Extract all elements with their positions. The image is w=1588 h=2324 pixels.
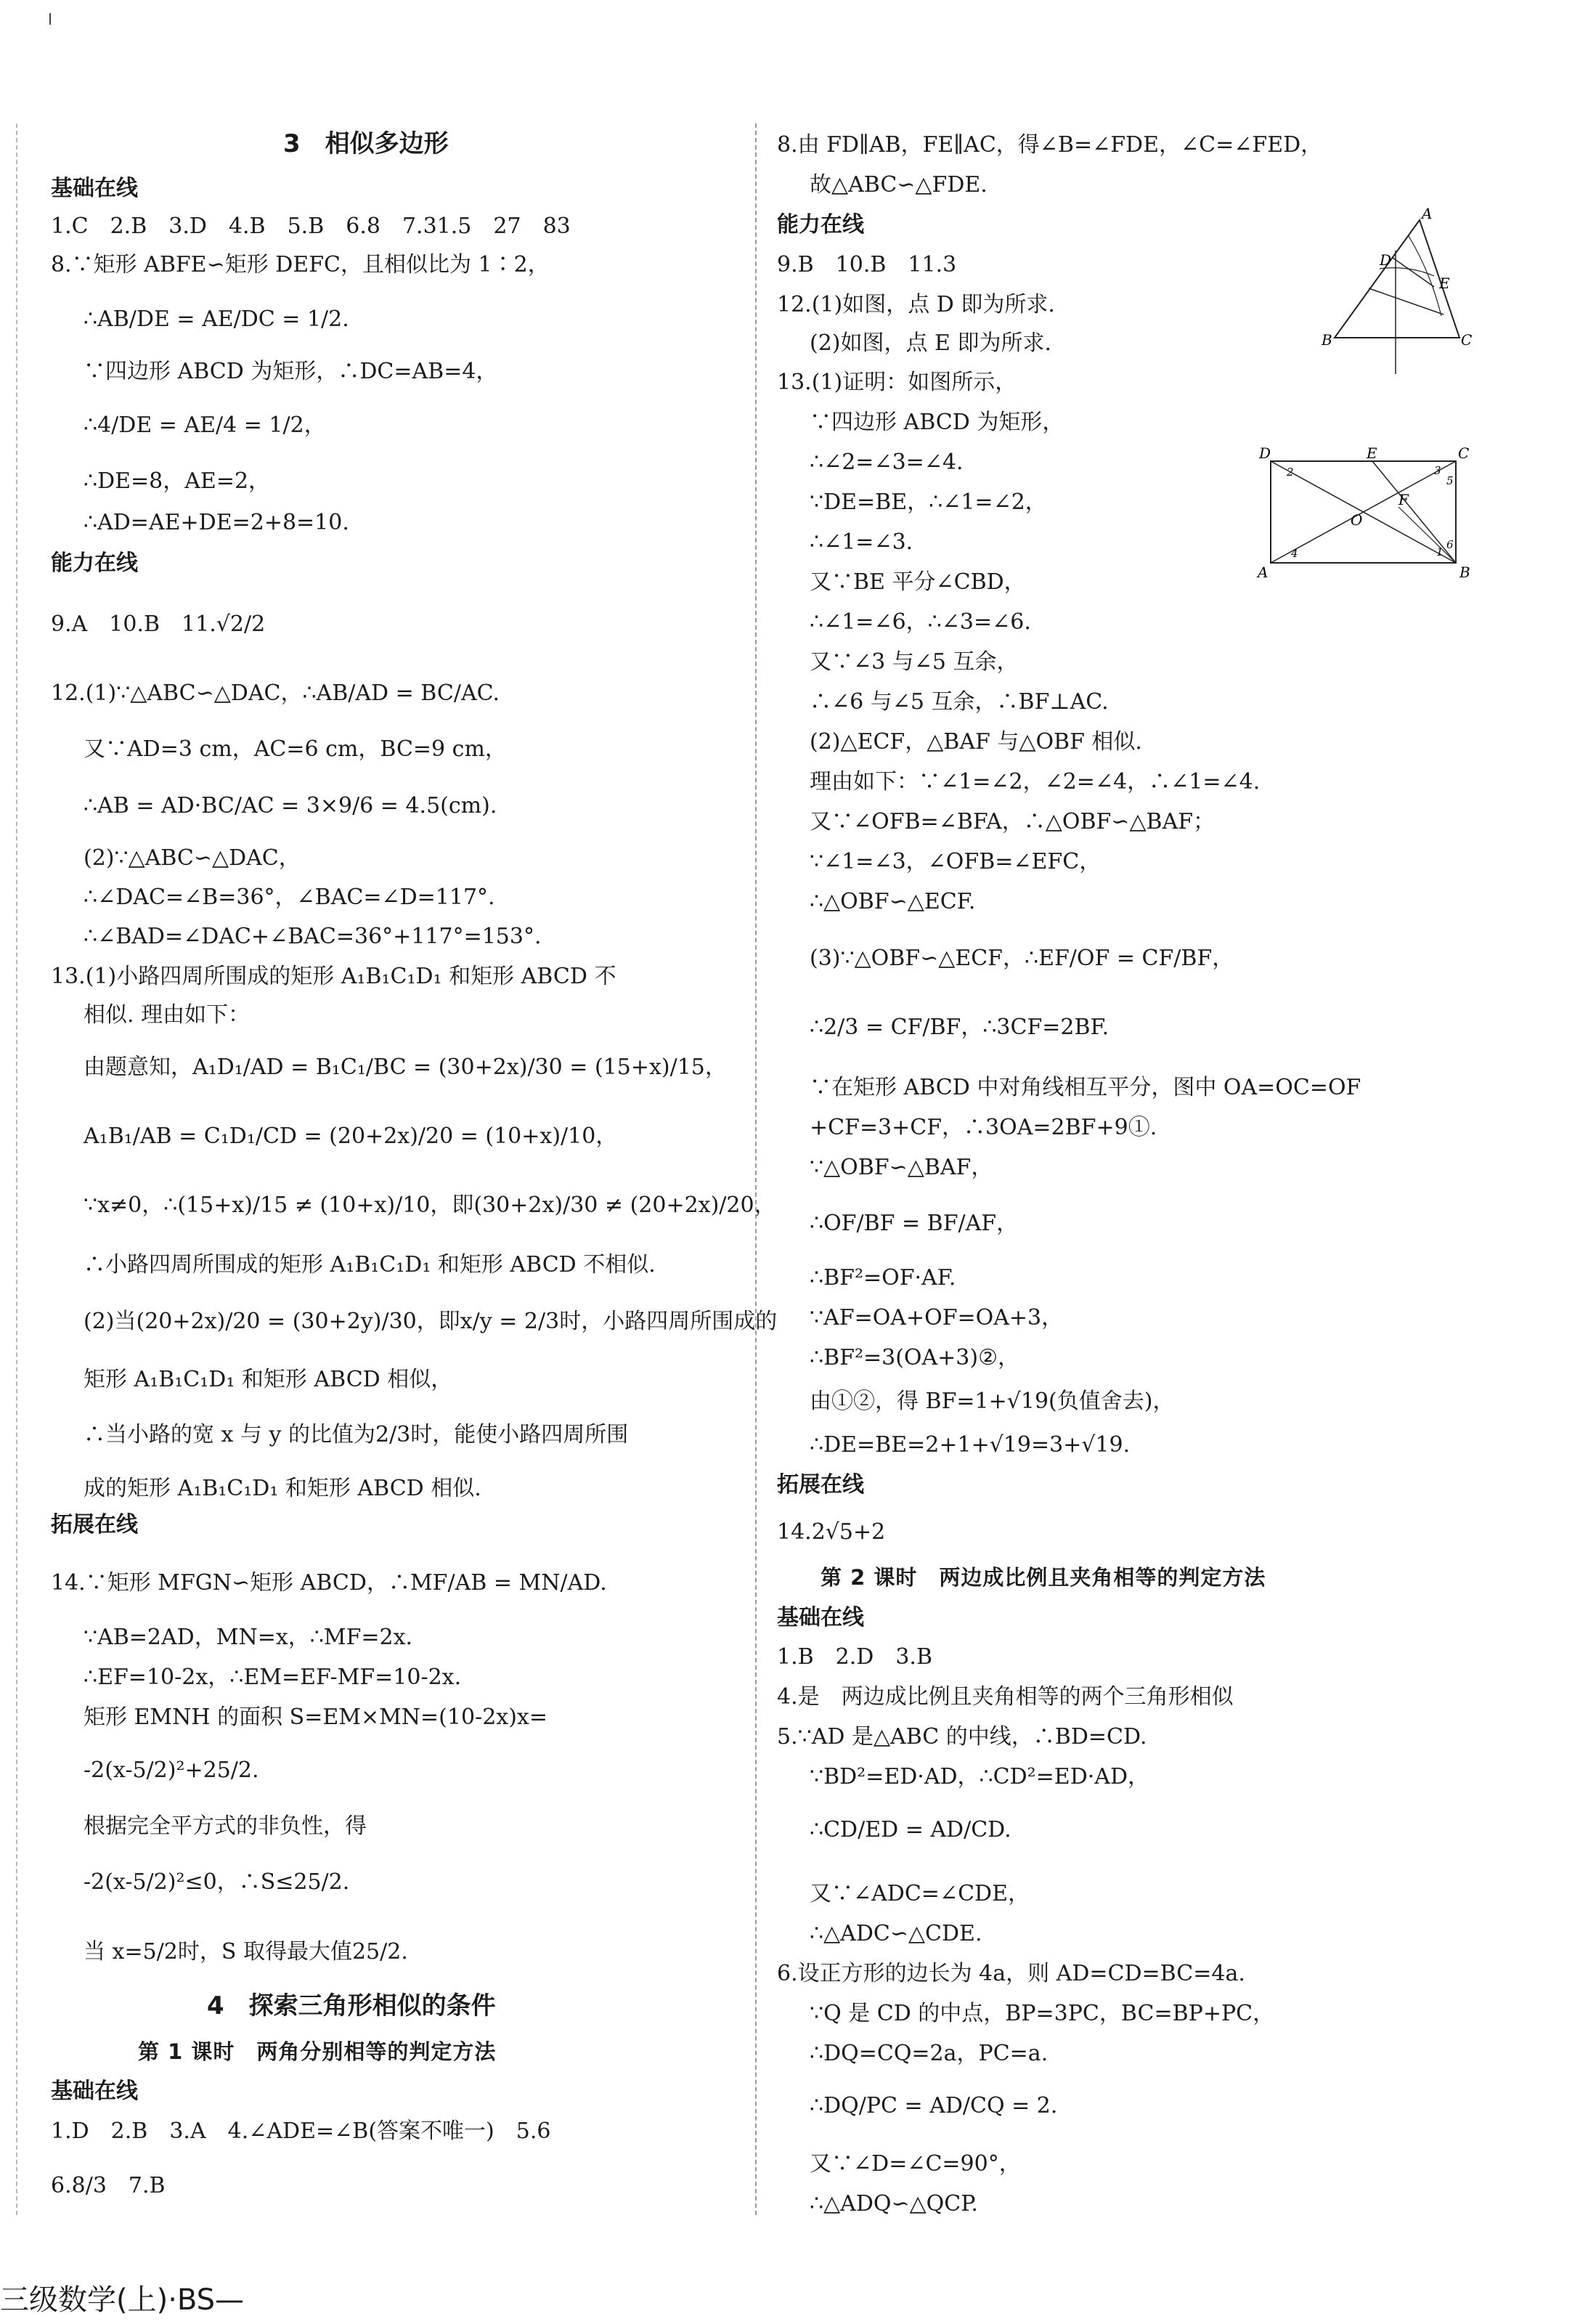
right-answer-line: 9.B 10.B 11.3: [777, 252, 957, 277]
right-answer-line: ∴△ADC∽△CDE.: [810, 1921, 982, 1946]
right-answer-line: (2)△ECF，△BAF 与△OBF 相似.: [810, 729, 1142, 755]
left-answer-line: ∴AB/DE = AE/DC = 1/2.: [84, 306, 349, 332]
right-answer-line: ∴2/3 = CF/BF，∴3CF=2BF.: [810, 1015, 1109, 1040]
right-answer-line: 又∵∠OFB=∠BFA，∴△OBF∽△BAF；: [810, 809, 1216, 834]
right-answer-line: ∵BD²=ED·AD，∴CD²=ED·AD，: [810, 1764, 1150, 1789]
label-d: D: [1380, 251, 1392, 269]
right-answer-line: ∴△ADQ∽△QCP.: [810, 2191, 978, 2217]
angle-6: 6: [1446, 538, 1454, 551]
left-answer-line: ∵四边形 ABCD 为矩形，∴DC=AB=4，: [84, 359, 498, 384]
left-answer-line: ∴∠DAC=∠B=36°，∠BAC=∠D=117°.: [84, 885, 495, 910]
right-answer-line: ∵△OBF∽△BAF，: [810, 1155, 993, 1180]
left-answer-line: 13.(1)小路四周所围成的矩形 A₁B₁C₁D₁ 和矩形 ABCD 不: [51, 964, 616, 989]
right-answer-line: 1.B 2.D 3.B: [777, 1644, 933, 1670]
left-margin-dash: [16, 123, 17, 2215]
left-answer-line: 由题意知，A₁D₁/AD = B₁C₁/BC = (30+2x)/30 = (15+x)/15，: [84, 1055, 727, 1080]
left-answer-line: ∴DE=8，AE=2，: [84, 468, 271, 494]
triangle-construction-figure: [1322, 207, 1474, 389]
left-column: [51, 0, 778, 2280]
left-answer-line: 拓展在线: [51, 1512, 138, 1537]
rect-label-d: D: [1259, 447, 1271, 462]
left-answer-line: 矩形 EMNH 的面积 S=EM×MN=(10-2x)x=: [84, 1705, 547, 1730]
rect-label-c: C: [1458, 447, 1470, 462]
rect-label-e: E: [1367, 447, 1377, 462]
rectangle-figure: [1256, 447, 1474, 581]
right-answer-line: ∴DQ=CQ=2a，PC=a.: [810, 2041, 1049, 2066]
right-answer-line: 能力在线: [777, 212, 864, 237]
right-answer-line: +CF=3+CF，∴3OA=2BF+9①.: [810, 1115, 1157, 1140]
left-answer-line: ∴小路四周所围成的矩形 A₁B₁C₁D₁ 和矩形 ABCD 不相似.: [84, 1252, 656, 1277]
right-answer-line: 基础在线: [777, 1605, 864, 1630]
left-answer-line: ∴AB = AD·BC/AC = 3×9/6 = 4.5(cm).: [84, 793, 497, 818]
right-answer-line: 12.(1)如图，点 D 即为所求.: [777, 292, 1055, 317]
angle-2: 2: [1287, 466, 1294, 479]
right-answer-line: 又∵BE 平分∠CBD，: [810, 569, 1026, 595]
right-answer-line: ∴DQ/PC = AD/CQ = 2.: [810, 2093, 1058, 2118]
left-answer-line: (2)当(20+2x)/20 = (30+2y)/30，即x/y = 2/3时，小路四周所围成的: [84, 1309, 778, 1334]
left-answer-line: -2(x-5/2)²≤0，∴S≤25/2.: [84, 1869, 350, 1895]
right-answer-line: 由①②，得 BF=1+√19(负值舍去)，: [810, 1389, 1175, 1414]
right-answer-line: ∴∠1=∠3.: [810, 529, 913, 555]
column-divider: [755, 123, 757, 2215]
angle-1: 1: [1436, 545, 1444, 558]
left-answer-line: 根据完全平方式的非负性，得: [84, 1813, 367, 1839]
right-answer-line: ∴BF²=3(OA+3)②，: [810, 1345, 1019, 1370]
left-answer-line: ∵AB=2AD，MN=x，∴MF=2x.: [84, 1625, 413, 1650]
right-answer-line: ∵Q 是 CD 的中点，BP=3PC，BC=BP+PC，: [810, 2001, 1275, 2026]
label-a: A: [1422, 207, 1433, 222]
right-answer-line: 故△ABC∽△FDE.: [810, 172, 988, 198]
rect-label-f: F: [1398, 491, 1409, 508]
right-answer-line: ∴∠6 与∠5 互余，∴BF⊥AC.: [810, 689, 1109, 715]
left-answer-line: -2(x-5/2)²+25/2.: [84, 1758, 259, 1783]
rect-label-o: O: [1351, 511, 1363, 529]
angle-5: 5: [1446, 474, 1454, 487]
left-answer-line: ∴∠BAD=∠DAC+∠BAC=36°+117°=153°.: [84, 924, 542, 949]
right-answer-line: (3)∵△OBF∽△ECF，∴EF/OF = CF/BF，: [810, 946, 1234, 971]
left-answer-line: 9.A 10.B 11.√2/2: [51, 612, 266, 637]
angle-4: 4: [1291, 547, 1298, 560]
rect-label-b: B: [1459, 564, 1470, 581]
left-answer-line: ∴4/DE = AE/4 = 1/2，: [84, 413, 326, 438]
rect-label-a: A: [1258, 564, 1269, 581]
left-answer-line: 能力在线: [51, 550, 138, 576]
left-answer-line: 8.∵矩形 ABFE∽矩形 DEFC，且相似比为 1∶2，: [51, 252, 550, 277]
right-answer-line: ∴CD/ED = AD/CD.: [810, 1817, 1011, 1842]
right-answer-line: 拓展在线: [777, 1472, 864, 1498]
label-e: E: [1439, 275, 1450, 292]
right-answer-line: ∵在矩形 ABCD 中对角线相互平分，图中 OA=OC=OF: [810, 1075, 1361, 1100]
right-answer-line: 4.是 两边成比例且夹角相等的两个三角形相似: [777, 1684, 1234, 1710]
right-answer-line: ∴DE=BE=2+1+√19=3+√19.: [810, 1432, 1131, 1458]
left-answer-line: 1.C 2.B 3.D 4.B 5.B 6.8 7.31.5 27 83: [51, 214, 571, 239]
left-answer-line: ∴AD=AE+DE=2+8=10.: [84, 510, 349, 535]
left-answer-line: ∵x≠0，∴(15+x)/15 ≠ (10+x)/10，即(30+2x)/30 ≠ (20+2x)/20，: [84, 1193, 776, 1218]
left-answer-line: 基础在线: [51, 2079, 138, 2104]
right-answer-line: 8.由 FD∥AB，FE∥AC，得∠B=∠FDE，∠C=∠FED，: [777, 132, 1323, 158]
left-answer-line: 1.D 2.B 3.A 4.∠ADE=∠B(答案不唯一) 5.6: [51, 2118, 551, 2144]
left-answer-line: 14.∵矩形 MFGN∽矩形 ABCD，∴MF/AB = MN/AD.: [51, 1570, 607, 1596]
right-answer-line: ∴BF²=OF·AF.: [810, 1265, 956, 1291]
right-answer-line: 14.2√5+2: [777, 1519, 886, 1545]
left-answer-line: 6.8/3 7.B: [51, 2173, 166, 2198]
right-answer-line: 6.设正方形的边长为 4a，则 AD=CD=BC=4a.: [777, 1961, 1245, 1986]
right-answer-line: ∴∠2=∠3=∠4.: [810, 450, 964, 475]
right-answer-line: ∴△OBF∽△ECF.: [810, 889, 976, 914]
right-answer-line: 第 2 课时 两边成比例且夹角相等的判定方法: [821, 1565, 1266, 1590]
right-answer-line: 又∵∠D=∠C=90°，: [810, 2151, 1021, 2177]
left-answer-line: 基础在线: [51, 176, 138, 201]
left-answer-line: A₁B₁/AB = C₁D₁/CD = (20+2x)/20 = (10+x)/10，: [84, 1124, 618, 1149]
left-answer-line: 12.(1)∵△ABC∽△DAC，∴AB/AD = BC/AC.: [51, 680, 500, 706]
label-c: C: [1461, 331, 1473, 349]
right-answer-line: 又∵∠3 与∠5 互余，: [810, 649, 1019, 675]
left-answer-line: 成的矩形 A₁B₁C₁D₁ 和矩形 ABCD 相似.: [84, 1476, 481, 1501]
label-b: B: [1322, 331, 1332, 349]
right-answer-line: (2)如图，点 E 即为所求.: [810, 330, 1052, 356]
left-answer-line: 相似. 理由如下：: [84, 1002, 251, 1028]
right-answer-line: 5.∵AD 是△ABC 的中线，∴BD=CD.: [777, 1724, 1147, 1750]
left-answer-line: 3 相似多边形: [283, 129, 449, 158]
right-answer-line: ∴∠1=∠6，∴∠3=∠6.: [810, 609, 1031, 635]
left-answer-line: 第 1 课时 两角分别相等的判定方法: [138, 2039, 497, 2064]
right-answer-line: 13.(1)证明：如图所示，: [777, 370, 1017, 395]
angle-3: 3: [1434, 464, 1441, 477]
left-answer-line: 4 探索三角形相似的条件: [207, 1991, 496, 2020]
right-answer-line: 理由如下：∵∠1=∠2，∠2=∠4，∴∠1=∠4.: [810, 769, 1261, 795]
right-answer-line: 又∵∠ADC=∠CDE，: [810, 1881, 1030, 1906]
right-answer-line: ∵∠1=∠3，∠OFB=∠EFC，: [810, 849, 1102, 874]
right-answer-line: ∴OF/BF = BF/AF，: [810, 1211, 1019, 1236]
right-answer-line: ∵DE=BE，∴∠1=∠2，: [810, 489, 1047, 515]
right-answer-line: ∵四边形 ABCD 为矩形，: [810, 410, 1064, 435]
page-footer: 三级数学(上)·BS—: [0, 2283, 245, 2317]
right-answer-line: ∵AF=OA+OF=OA+3，: [810, 1305, 1064, 1330]
left-answer-line: ∴EF=10-2x，∴EM=EF-MF=10-2x.: [84, 1665, 462, 1690]
left-answer-line: (2)∵△ABC∽△DAC，: [84, 845, 301, 871]
left-answer-line: 当 x=5/2时，S 取得最大值25/2.: [84, 1939, 408, 1965]
left-answer-line: 又∵AD=3 cm，AC=6 cm，BC=9 cm，: [84, 736, 507, 762]
left-answer-line: 矩形 A₁B₁C₁D₁ 和矩形 ABCD 相似，: [84, 1367, 453, 1392]
left-answer-line: ∴当小路的宽 x 与 y 的比值为2/3时，能使小路四周所围: [84, 1422, 629, 1447]
